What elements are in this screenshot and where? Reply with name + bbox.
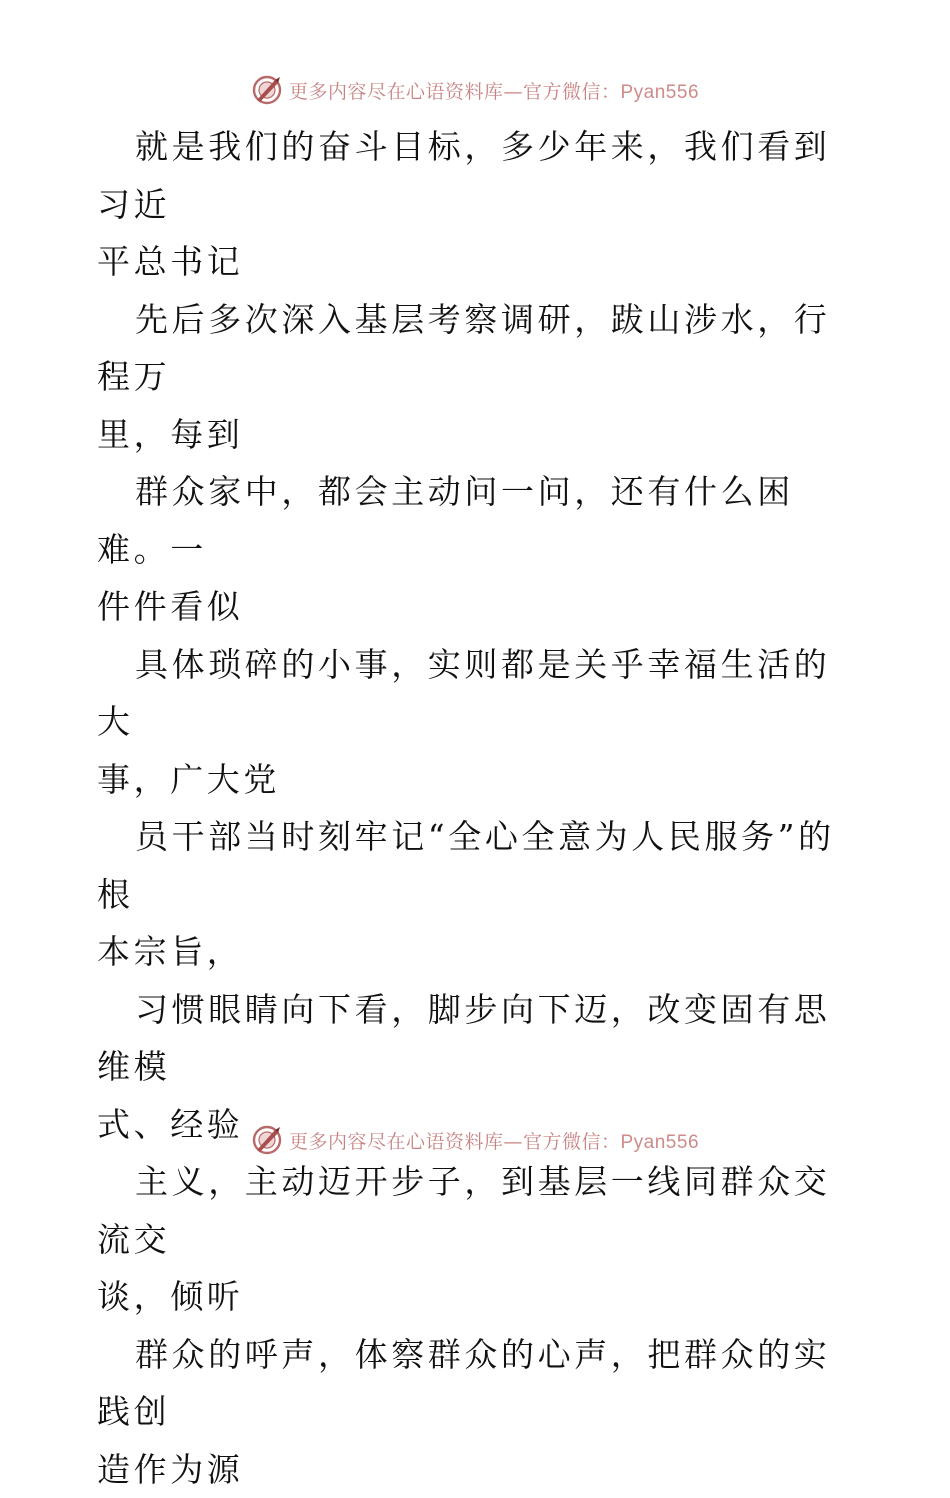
paragraph-line	[97, 463, 857, 636]
watermark-wechat-id: Pyan556	[621, 1132, 700, 1153]
quill-pen-seal-icon	[251, 1124, 283, 1156]
line-first: 员干部当时刻牢记“全心全意为人民服务”的根	[97, 817, 835, 914]
line-first: 习惯眼睛向下看，脚步向下迈，改变固有思维模	[97, 990, 830, 1087]
paragraph-line	[97, 808, 857, 981]
watermark-wechat-id: Pyan556	[621, 82, 700, 103]
quill-pen-seal-icon	[251, 74, 283, 106]
line-wrap: 本宗旨，	[97, 923, 857, 981]
watermark-brand: 更多内容尽在心语资料库	[289, 1131, 504, 1153]
line-first: 群众家中，都会主动问一问，还有什么困难。一	[97, 472, 794, 569]
paragraph-line	[97, 291, 857, 464]
line-first: 先后多次深入基层考察调研，跋山涉水，行程万	[97, 300, 830, 397]
watermark-wechat-label: 官方微信：	[523, 81, 621, 103]
watermark-text	[289, 1127, 699, 1154]
paragraph-line	[97, 636, 857, 809]
line-wrap: 事，广大党	[97, 751, 857, 809]
line-first: 就是我们的奋斗目标，多少年来，我们看到习近	[97, 127, 830, 224]
paragraph-line	[97, 1326, 857, 1498]
line-wrap: 式、经验	[97, 1096, 857, 1154]
header-watermark	[0, 70, 950, 110]
paragraph-line	[97, 118, 857, 291]
watermark-separator: —	[503, 1131, 523, 1153]
line-first: 群众的呼声，体察群众的心声，把群众的实践创	[97, 1335, 830, 1432]
watermark-separator: —	[503, 81, 523, 103]
line-wrap: 造作为源	[97, 1441, 857, 1498]
line-first: 具体琐碎的小事，实则都是关乎幸福生活的大	[97, 645, 830, 742]
line-wrap: 里，每到	[97, 406, 857, 464]
line-wrap: 谈，倾听	[97, 1268, 857, 1326]
footer-watermark	[0, 1120, 950, 1160]
document-body	[97, 118, 857, 1498]
line-wrap: 平总书记	[97, 233, 857, 291]
watermark-brand: 更多内容尽在心语资料库	[289, 81, 504, 103]
paragraph-line	[97, 1153, 857, 1326]
line-wrap: 件件看似	[97, 578, 857, 636]
line-first: 主义，主动迈开步子，到基层一线同群众交流交	[97, 1162, 830, 1259]
watermark-wechat-label: 官方微信：	[523, 1131, 621, 1153]
watermark-text	[289, 77, 699, 104]
